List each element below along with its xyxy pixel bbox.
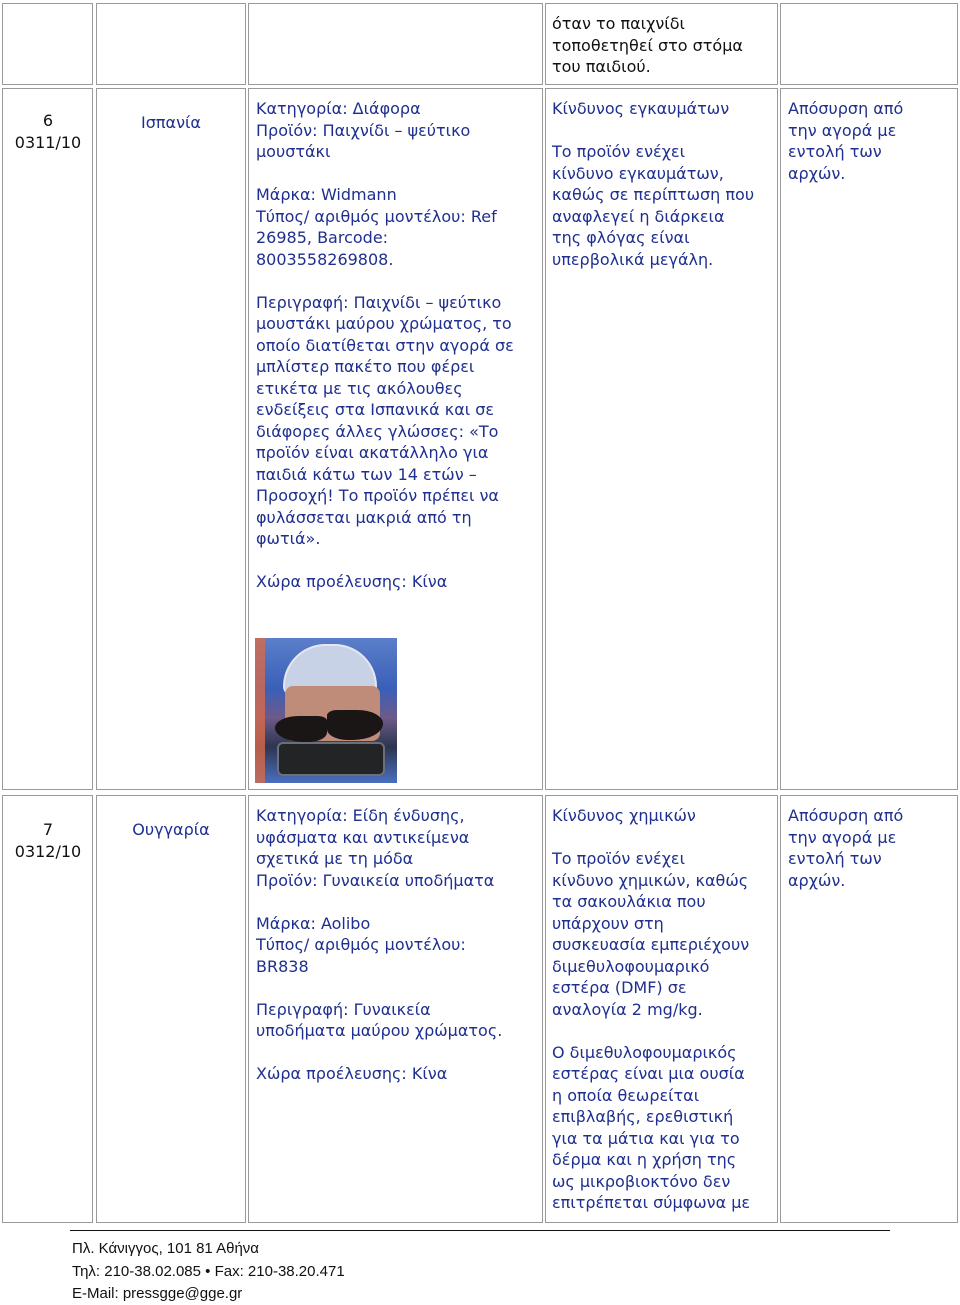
- hazard-text-continued: όταν το παιχνίδι τοποθετηθεί στο στόμα του παιδιού.: [552, 14, 743, 76]
- row6-country: Ισπανία: [141, 113, 201, 132]
- row6-product-details: Κατηγορία: Διάφορα Προϊόν: Παιχνίδι – ψεύτικο μουστάκι Μάρκα: Widmann Τύπος/ αριθμός μοντέλου: Ref 26985, Barcode: 8003558269808. Περιγραφή: Παιχνίδι – ψεύτικο μουστάκι μαύρου χρώματος, το οποίο διατίθεται στην αγορά σε μπλίστερ πακέτο που φέρει ετικέτα με τις ακόλουθες ενδείξεις στα Ισπανικά και σε διάφορες άλλες γλώσσες: «Το προϊόν είναι ακατάλληλο για παιδιά κάτω των 14 ετών – Προσοχή! Το προϊόν πρέπει να φυλάσσεται μακριά από τη φωτιά». Χώρα προέλευσης: Κίνα: [256, 99, 514, 591]
- row7-product-details: Κατηγορία: Είδη ένδυσης, υφάσματα και αντικείμενα σχετικά με τη μόδα Προϊόν: Γυναικεία υποδήματα Μάρκα: Aolibo Τύπος/ αριθμός μοντέλου: BR838 Περιγραφή: Γυναικεία υποδήματα μαύρου χρώματος. Χώρα προέλευσης: Κίνα: [256, 806, 503, 1083]
- row7-number: 7 0312/10: [14, 820, 82, 861]
- row6-hazard-description: Κίνδυνος εγκαυμάτων Το προϊόν ενέχει κίνδυνο εγκαυμάτων, καθώς σε περίπτωση που αναφλεγεί η διάρκεια της φλόγας είναι υπερβολικά μεγάλη.: [552, 99, 755, 269]
- row7-cell-country: [96, 795, 246, 1223]
- row7-hazard-description: Κίνδυνος χημικών Το προϊόν ενέχει κίνδυνο χημικών, καθώς τα σακουλάκια που υπάρχουν στη συσκευασία εμπεριέχουν διμεθυλοφουμαρικό εστέρα (DMF) σε αναλογία 2 mg/kg. Ο διμεθυλοφουμαρικός εστέρας είναι μια ουσία η οποία θεωρείται επιβλαβής, ερεθιστική για τα μάτια και για το δέρμα και η χρήση της ως μικροβιοκτόνο δεν επιτρέπεται σύμφωνα με: [552, 806, 751, 1212]
- row7-measure: Απόσυρση από την αγορά με εντολή των αρχών.: [788, 806, 904, 890]
- top-cell-number: [2, 3, 93, 85]
- product-photo-fake-mustache: [255, 638, 397, 783]
- footer-phone-fax: Τηλ: 210-38.02.085 • Fax: 210-38.20.471: [72, 1263, 345, 1280]
- row6-measure: Απόσυρση από την αγορά με εντολή των αρχών.: [788, 99, 904, 183]
- top-cell-measure: [780, 3, 958, 85]
- row6-cell-country: [96, 88, 246, 790]
- footer-divider: [70, 1230, 890, 1231]
- top-cell-product: [248, 3, 543, 85]
- footer-email[interactable]: E-Mail: pressgge@gge.gr: [72, 1285, 243, 1302]
- row6-number: 6 0311/10: [14, 111, 82, 152]
- row6-cell-number: [2, 88, 93, 790]
- row6-cell-measure: [780, 88, 958, 790]
- row7-country: Ουγγαρία: [132, 820, 210, 839]
- top-cell-country: [96, 3, 246, 85]
- footer-address: Πλ. Κάνιγγος, 101 81 Αθήνα: [72, 1240, 259, 1257]
